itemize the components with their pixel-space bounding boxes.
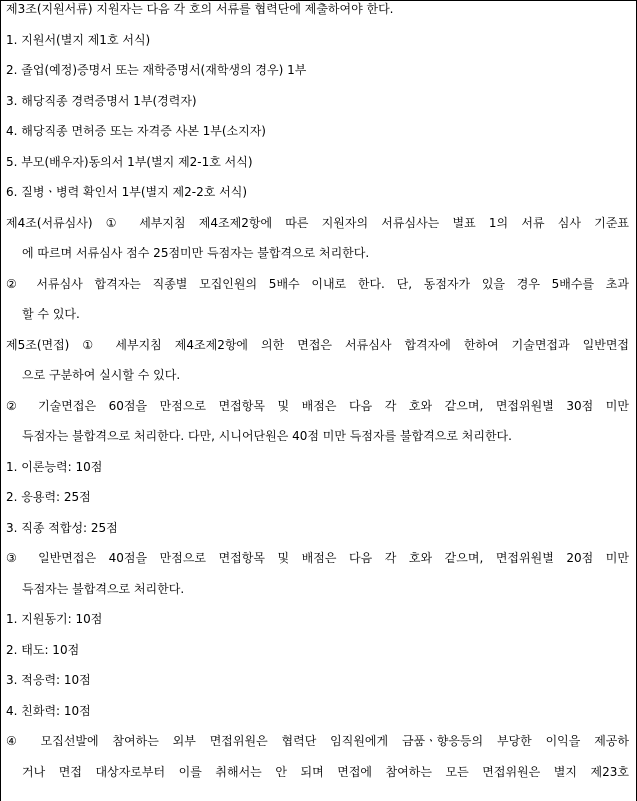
document-line: 득점자는 불합격으로 처리한다.	[22, 581, 185, 596]
document-line: 으로 구분하여 실시할 수 있다.	[22, 368, 181, 382]
document-line: 3. 직종 적합성: 25점	[6, 520, 118, 535]
document-line: 제5조(면접) ① 세부지침 제4조제2항에 의한 면접은 서류심사 합격자에 한하여 기술면접과 일반면접	[6, 337, 629, 352]
document-line: 4. 해당직종 면허증 또는 자격증 사본 1부(소지자)	[6, 124, 266, 138]
document-line: 2. 졸업(예정)증명서 또는 재학증명서(재학생의 경우) 1부	[6, 63, 307, 77]
document-line: 제3조(지원서류) 지원자는 다음 각 호의 서류를 협력단에 제출하여야 한다.	[6, 2, 394, 16]
document-line: 1. 지원동기: 10점	[6, 612, 103, 626]
document-line: 2. 태도: 10점	[6, 642, 80, 657]
document-line: 1. 이론능력: 10점	[6, 459, 103, 474]
document-line: 3. 적응력: 10점	[6, 673, 91, 687]
document-line: 제4조(서류심사) ① 세부지침 제4조제2항에 따른 지원자의 서류심사는 별표 1의 서류 심사 기준표	[6, 215, 629, 230]
document-line: 3. 해당직종 경력증명서 1부(경력자)	[6, 93, 197, 108]
document-line: 거나 면접 대상자로부터 이를 취해서는 안 되며 면접에 참여하는 모든 면접위원은 별지 제23호	[22, 764, 629, 779]
document-line: 득점자는 불합격으로 처리한다. 다만, 시니어단원은 40점 미만 득점자를 불합격으로 처리한다.	[22, 429, 512, 443]
document-line: 할 수 있다.	[22, 307, 80, 321]
document-line: 2. 응용력: 25점	[6, 490, 91, 504]
document-line: ④ 모집선발에 참여하는 외부 면접위원은 협력단 임직원에게 금품ㆍ향응등의 부당한 이익을 제공하	[6, 734, 629, 748]
document-line: ② 서류심사 합격자는 직종별 모집인원의 5배수 이내로 한다. 단, 동점자가 있을 경우 5배수를 초과	[6, 276, 629, 291]
document-line: ③ 일반면접은 40점을 만점으로 면접항목 및 배점은 다음 각 호와 같으며, 면접위원별 20점 미만	[6, 551, 629, 565]
document-line: 6. 질병ㆍ병력 확인서 1부(별지 제2-2호 서식)	[6, 185, 248, 199]
document-line: ② 기술면접은 60점을 만점으로 면접항목 및 배점은 다음 각 호와 같으며, 면접위원별 30점 미만	[6, 398, 629, 413]
document-line: 에 따르며 서류심사 점수 25점미만 득점자는 불합격으로 처리한다.	[22, 246, 370, 260]
document-line: 1. 지원서(별지 제1호 서식)	[6, 32, 151, 47]
document-line: 5. 부모(배우자)동의서 1부(별지 제2-1호 서식)	[6, 154, 253, 169]
document-line: 4. 친화력: 10점	[6, 703, 91, 718]
